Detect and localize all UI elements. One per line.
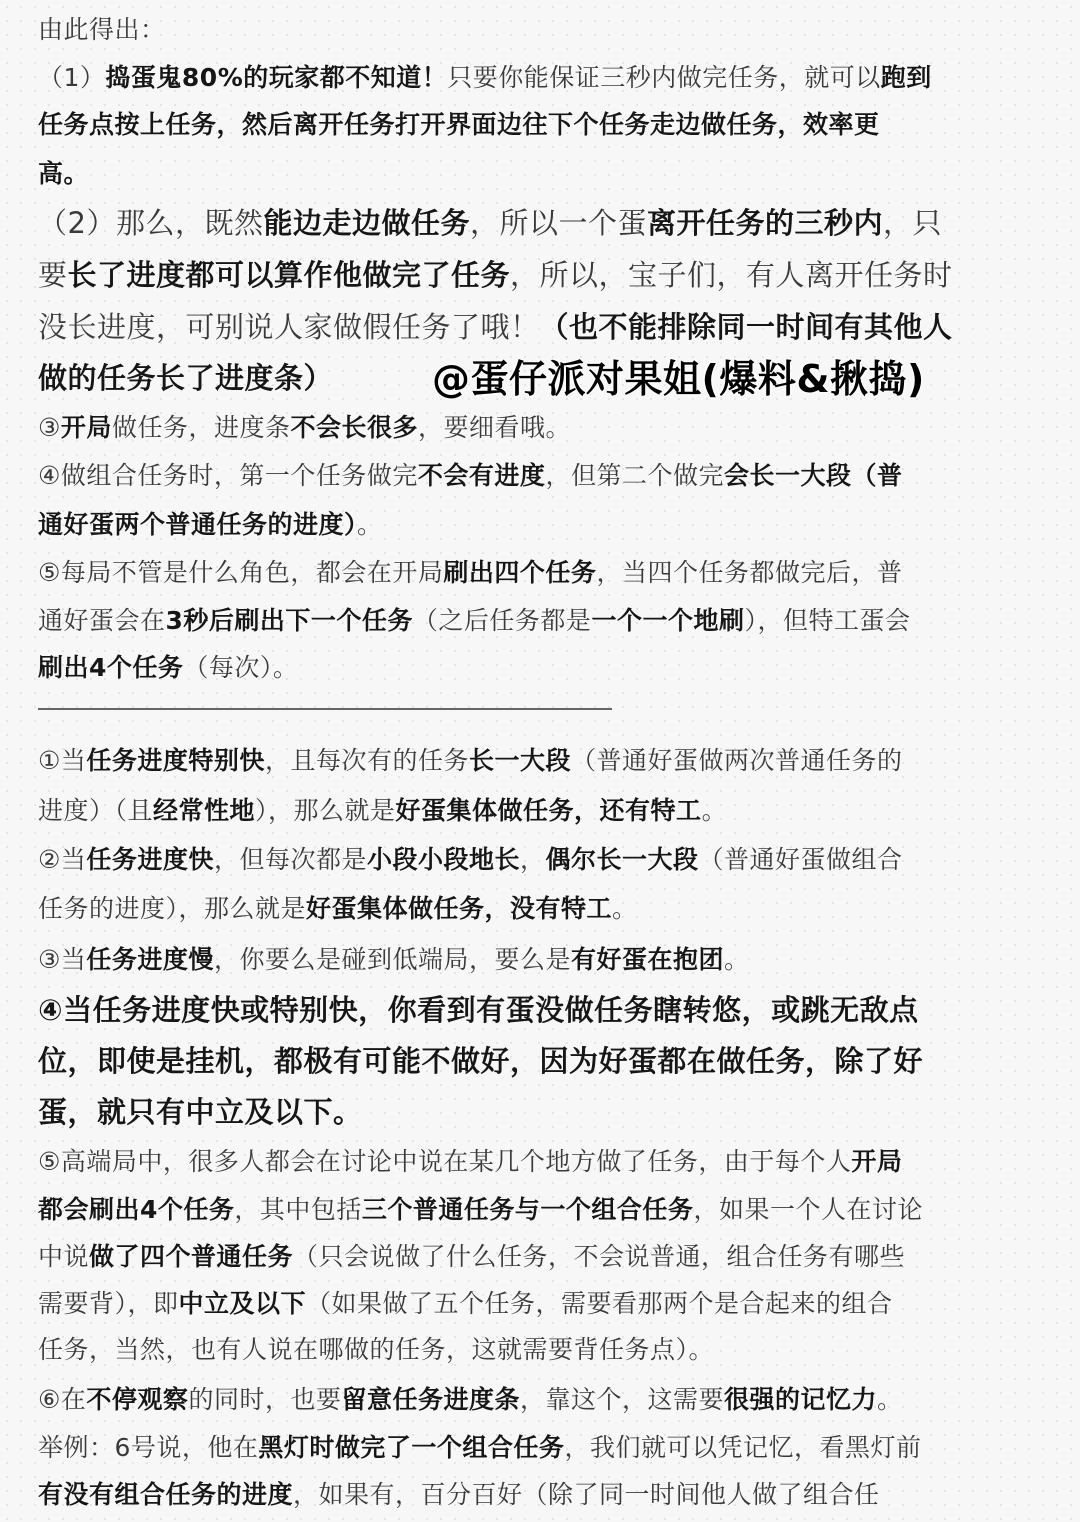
example-line-1: 举例：6号说，他在黑灯时做完了一个组合任务，我们就可以凭记忆，看黑灯前	[38, 1433, 922, 1462]
case-4-line-1: ④当任务进度快或特别快，你看到有蛋没做任务瞎转悠，或跳无敌点	[38, 988, 1050, 1029]
intro-text: 由此得出：	[38, 15, 166, 44]
case-5-line-3: 中说做了四个普通任务（只会说做了什么任务，不会说普通，组合任务有哪些	[38, 1242, 906, 1271]
note-5-line-3: 刷出4个任务（每次）。	[38, 653, 299, 682]
note-3: ③开局做任务，进度条不会长很多，要细看哦。	[38, 413, 571, 442]
section-divider	[38, 708, 612, 710]
point-2-line-3: 没长进度，可别说人家做假任务了哦！（也不能排除同一时间有其他人	[38, 310, 953, 344]
note-5-line-1: ⑤每局不管是什么角色，都会在开局刷出四个任务，当四个任务都做完后，普	[38, 558, 903, 587]
point-2-line-2: 要长了进度都可以算作他做完了任务，所以，宝子们，有人离开任务时	[38, 258, 953, 292]
point-2-line-1: （2）那么，既然能边走边做任务，所以一个蛋离开任务的三秒内，只	[38, 206, 943, 240]
case-2-line-1: ②当任务进度快，但每次都是小段小段地长，偶尔长一大段（普通好蛋做组合	[38, 845, 903, 874]
case-4-line-2: 位，即使是挂机，都极有可能不做好，因为好蛋都在做任务，除了好	[38, 1039, 1050, 1080]
case-1-line-2: 进度）（且经常性地），那么就是好蛋集体做任务，还有特工。	[38, 796, 728, 825]
case-4-line-3: 蛋，就只有中立及以下。	[38, 1090, 1050, 1131]
case-2-line-2: 任务的进度），那么就是好蛋集体做任务，没有特工。	[38, 894, 638, 923]
point-2-line-4: 做的任务长了进度条）	[38, 361, 334, 395]
case-5-line-5: 任务，当然，也有人说在哪做的任务，这就需要背任务点）。	[38, 1335, 715, 1364]
example-line-2: 有没有组合任务的进度，如果有，百分百好（除了同一时间他人做了组合任	[38, 1480, 880, 1509]
case-6: ⑥在不停观察的同时，也要留意任务进度条，靠这个，这需要很强的记忆力。	[38, 1385, 903, 1414]
point-1-line-1: （1）捣蛋鬼80%的玩家都不知道！只要你能保证三秒内做完任务，就可以跑到	[38, 63, 932, 92]
case-1-line-1: ①当任务进度特别快，且每次有的任务长一大段（普通好蛋做两次普通任务的	[38, 746, 903, 775]
case-3: ③当任务进度慢，你要么是碰到低端局，要么是有好蛋在抱团。	[38, 945, 750, 974]
note-4-line-2: 通好蛋两个普通任务的进度）。	[38, 510, 383, 539]
case-5-line-1: ⑤高端局中，很多人都会在讨论中说在某几个地方做了任务，由于每个人开局	[38, 1147, 903, 1176]
point-1-line-2: 任务点按上任务，然后离开任务打开界面边往下个任务走边做任务，效率更	[38, 110, 880, 139]
case-5-line-4: 需要背），即中立及以下（如果做了五个任务，需要看那两个是合起来的组合	[38, 1289, 893, 1318]
author-watermark: @蛋仔派对果姐(爆料&揪捣)	[432, 357, 925, 401]
note-4-line-1: ④做组合任务时，第一个任务做完不会有进度，但第二个做完会长一大段（普	[38, 461, 903, 490]
point-1-line-3: 高。	[38, 159, 90, 188]
case-5-line-2: 都会刷出4个任务，其中包括三个普通任务与一个组合任务，如果一个人在讨论	[38, 1195, 923, 1224]
note-5-line-2: 通好蛋会在3秒后刷出下一个任务（之后任务都是一个一个地刷），但特工蛋会	[38, 606, 911, 635]
